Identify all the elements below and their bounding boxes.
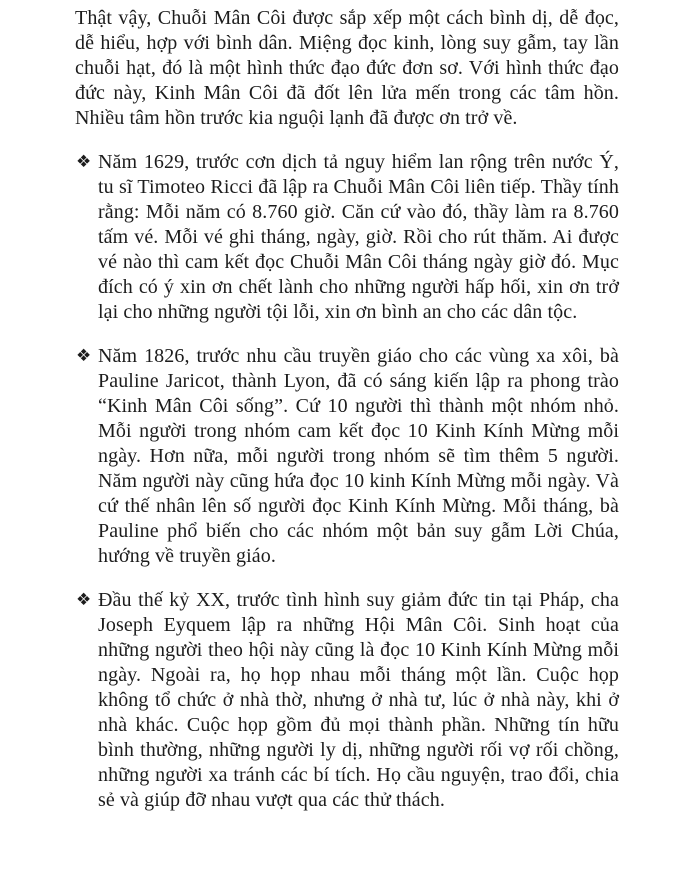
diamond-bullet-icon: ❖ — [76, 346, 92, 366]
paragraph-text: Đầu thế kỷ XX, trước tình hình suy giảm đức tin tại Pháp, cha Joseph Eyquem lập ra những Hội Mân Côi. Sinh hoạt của những người theo hội này cũng là đọc 10 Kinh Kính Mừng mỗi ngày. Ngoài ra, họ họp nhau mỗi tháng một lần. Cuộc họp không tổ chức ở nhà thờ, nhưng ở nhà tư, lúc ở nhà này, khi ở nhà khác. Cuộc họp gồm đủ mọi thành phần. Những tín hữu bình thường, những người ly dị, những người rối vợ rối chồng, những người xa tránh các bí tích. Họ cầu nguyện, trao đổi, chia sẻ và giúp đỡ nhau vượt qua các thử thách. — [98, 589, 619, 811]
paragraph-text: Năm 1629, trước cơn dịch tả nguy hiểm lan rộng trên nước Ý, tu sĩ Timoteo Ricci đã lập ra Chuỗi Mân Côi liên tiếp. Thầy tính rằng: Mỗi năm có 8.760 giờ. Căn cứ vào đó, thầy làm ra 8.760 tấm vé. Mỗi vé ghi tháng, ngày, giờ. Rồi cho rút thăm. Ai được vé nào thì cam kết đọc Chuỗi Mân Côi tháng ngày giờ đó. Mục đích có ý xin ơn chết lành cho những người hấp hối, xin ơn trở lại cho những người tội lỗi, xin ơn bình an cho các dân tộc. — [98, 151, 619, 323]
paragraph-1629 — [75, 150, 619, 325]
paragraph-text: Năm 1826, trước nhu cầu truyền giáo cho các vùng xa xôi, bà Pauline Jaricot, thành Lyon, đã có sáng kiến lập ra phong trào “Kinh Mân Côi sống”. Cứ 10 người thì thành một nhóm nhỏ. Mỗi người trong nhóm cam kết đọc 10 Kinh Kính Mừng mỗi ngày. Hơn nữa, mỗi người trong nhóm sẽ tìm thêm 5 người. Năm người này cũng hứa đọc 10 kinh Kính Mừng mỗi ngày. Và cứ thế nhân lên số người đọc Kinh Kính Mừng. Mỗi tháng, bà Pauline phổ biến cho các nhóm một bản suy gẫm Lời Chúa, hướng về truyền giáo. — [98, 345, 619, 567]
diamond-bullet-icon: ❖ — [76, 590, 92, 610]
paragraph-1826 — [75, 344, 619, 569]
paragraph-intro: Thật vậy, Chuỗi Mân Côi được sắp xếp một cách bình dị, dễ đọc, dễ hiểu, hợp với bình dân. Miệng đọc kinh, lòng suy gẫm, tay lần chuỗi hạt, đó là một hình thức đạo đức đơn sơ. Với hình thức đạo đức này, Kinh Mân Côi đã đốt lên lửa mến trong các tâm hồn. Nhiều tâm hồn trước kia nguội lạnh đã được ơn trở về. — [75, 7, 619, 129]
diamond-bullet-icon: ❖ — [76, 152, 92, 172]
paragraph-20th-century — [75, 588, 619, 813]
